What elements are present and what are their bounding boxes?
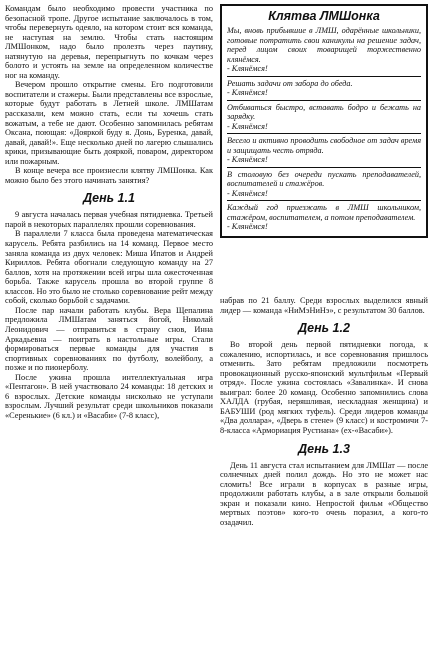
pledge-divider [227,200,421,201]
day-1-1-paragraph-3: После пар начали работать клубы. Вера Щепалина предложила ЛМШатам заняться йогой, Николай Леонидович — отправиться в страну снов, Инна Аркадьевна — поиграть в настольные игры. Стали формироваться первые команды для участия в спортивных соревнованиях по футболу, волейболу, а позже и по пионерболу. [5,305,213,373]
pledge-divider [227,133,421,134]
pledge-vow: Каждый год приезжать в ЛМШ школьником, стажёром, воспитателем, а потом преподавателем. [227,203,421,222]
pledge-vow: Весело и активно проводить свободное от задач время и защищать честь отряда. [227,136,421,155]
day-1-3-paragraph-1: День 11 августа стал испытанием для ЛМШат — после солнечных дней полил дождь. Но это не может нас сломить! Все играли в корпусах в разные игры, продолжили работать клубы, а в зале открыли большой экран и показали кино. Непростой фильм «Общество мертвых поэтов» кого-то очень поразил, а кого-то озадачил. [220,460,428,527]
right-column-top [220,4,428,238]
day-1-1-paragraph-2: В параллели 7 класса была проведена математическая карусель. Ребята разбились на 14 команд. Первое место заняла команда из двух человек: Миша Ипатов и Андрей Кириллов. Ребята обогнали следующую команду на 27 баллов, хотя на протяжении всей игры шла ожесточенная борьба. Также карусель прошла во второй группе 8 классов. Но это было не столько соревнование рейт между собой, сколько борьбой с задачами. [5,229,213,306]
pledge-response: - Клянёмся! [227,188,268,198]
intro-paragraph-3: В конце вечера все произнесли клятву ЛМШонка. Как можно было без этого начинать занятия? [5,166,213,185]
pledge-box [220,4,428,238]
right-column-bottom [220,296,428,527]
pledge-response: - Клянёмся! [227,88,268,97]
day-1-1-heading: День 1.1 [83,191,135,206]
pledge-vow: В столовую без очереди пускать преподавателей, воспитателей и стажёров. [227,169,421,188]
day-1-3-heading: День 1.3 [298,441,350,456]
pledge-response: - Клянёмся! [227,64,268,73]
day-1-1-paragraph-4: После ужина прошла интеллектуальная игра «Пентагон». В ней участвовало 24 команды: 18 детских и 6 взрослых. Детские команды нисколько не уступали взрослым. Лучший результат среди школьников показали «Серенькие» (6 кл.) и «Васаби» (7-8 класс), [5,372,213,420]
intro-paragraph-1: Командам было необходимо провести участника по безопасной тропе. Другое испытание заключалось в том, чтобы перевернуть одеяло, на котором стоит вся команда, не наступая на землю. Чтобы стать настоящим ЛМШонком, надо было пролезть через паутину, натянутую на деревья, перепрыгнуть по кочкам через болото и устоять на земле на определенном количестве ног на команду. [5,4,213,80]
intro-paragraph-2: Вечером прошло открытие смены. Его подготовили воспитатели и стажеры. Были представлены все взрослые, которые будут работать в Летней школе. ЛМШатам рассказали, кем можно стать, если ты хочешь стать вожатым, а тебе не дают. Особенно запомнилась ребятам Оксана, поющая: «Дояркой буду я. Донь, Буренка, давай, давай, давай!». Еще несколько дней по лагерю слышались крики, призывающие быть дояркой, поваром, директором или пожарным. [5,80,213,166]
day-1-2-paragraph-1: Во второй день первой пятидневки погода, к сожалению, испортилась, и все соревнования пришлось отменить. Зато ребятам предложили посмотреть провокационный русско-японский мультфильм «Первый отряд». После ужина состоялась «Завалинка». И снова выиграл: более 20 команд. Особенно запомнились слова ХАЛДА (грубая, неряшливая, нескладная женщина) и БАБУШИ (род мягких туфель). Среди лидеров команды «Два доллара», «Дверь в стене» (9 класс) и костромичи 7-8-класса «Армориация Рустиана» (ex-«Васаби»). [220,340,428,436]
pledge-response: - Клянёмся! [227,155,268,164]
pledge-text [227,26,421,232]
pledge-divider [227,76,421,77]
pledge-response: - Клянёмся! [227,222,268,231]
pledge-vow: Отбиваться быстро, вставать бодро и бежать на зарядку. [227,102,421,121]
day-1-1-paragraph-1: 9 августа началась первая учебная пятидневка. Третьей парой в некоторых параллелях прошли соревнования. [5,210,213,229]
pledge-divider [227,100,421,101]
pledge-divider [227,167,421,168]
pledge-title: Клятва ЛМШонка [268,9,380,23]
pledge-oath: Мы, вновь прибывшие в ЛМШ, одарённые школьники, готовые потратить свои каникулы на решение задач, перед лицом своих товарищей торжественно клянёмся. [227,26,421,64]
pledge-vow: Решать задачи от забора до обеда. [227,78,353,88]
left-column [5,4,213,420]
continuation-paragraph: набрав по 21 баллу. Среди взрослых выделился явный лидер — команда «НиМэНиНэ», с результатом 30 баллов. [220,296,428,315]
day-1-2-heading: День 1.2 [298,321,350,336]
pledge-response: - Клянёмся! [227,121,268,131]
